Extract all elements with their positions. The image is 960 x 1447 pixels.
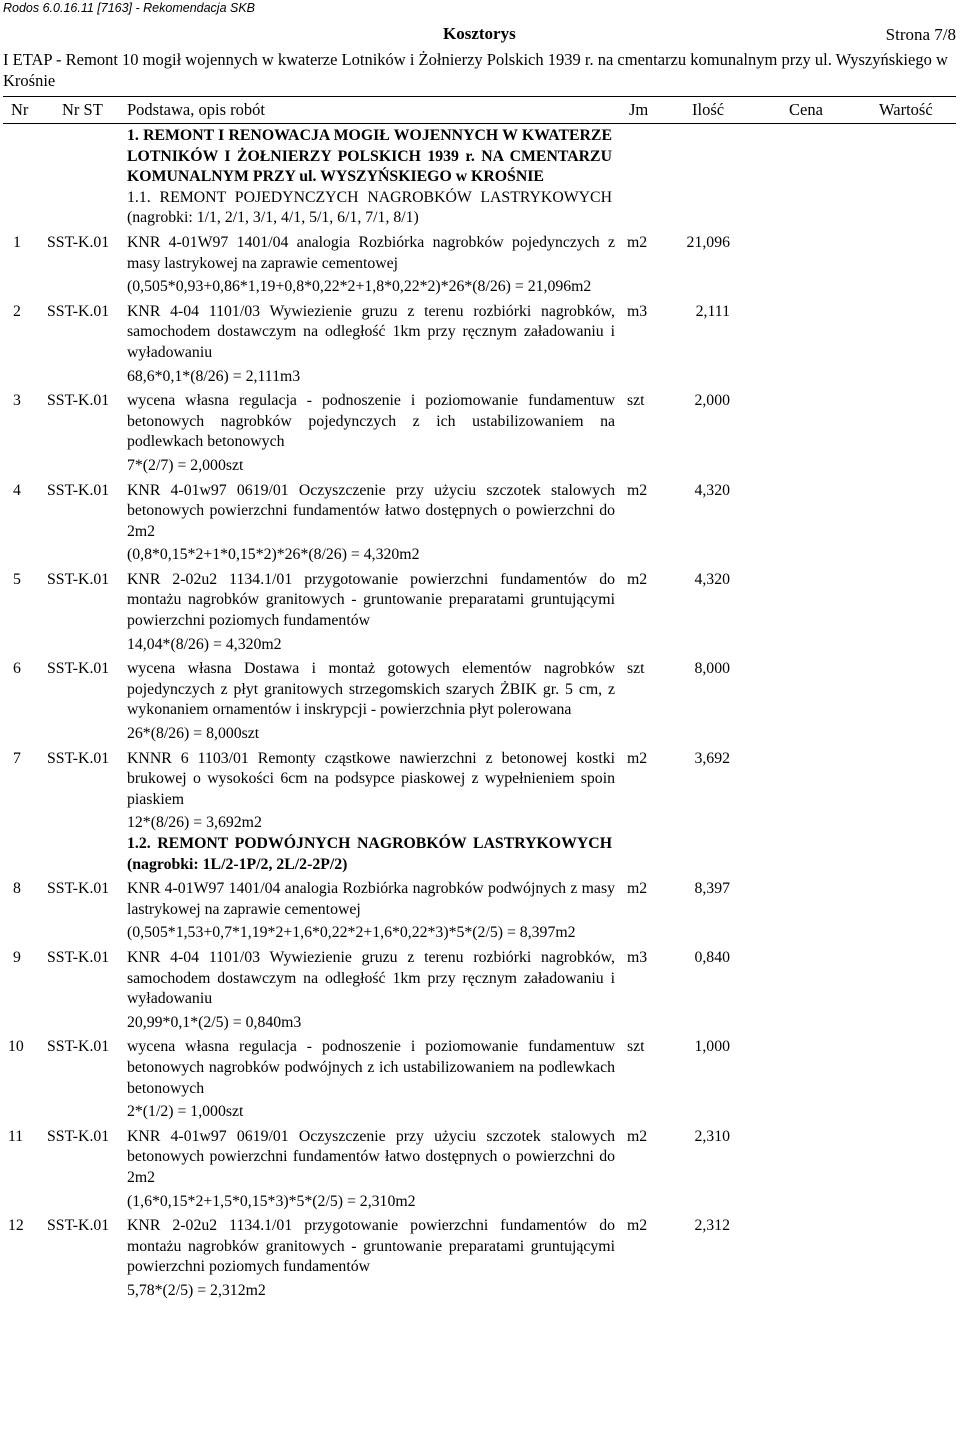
work-description: KNR 2-02u2 1134.1/01 przygotowanie powierzchni fundamentów do montażu nagrobków granitowych - gruntowanie preparatami gruntującymi powierzchni poziomych fundamentów	[127, 1217, 615, 1276]
position-number: 11	[8, 1127, 24, 1145]
quantity: 3,692	[694, 749, 730, 767]
table-row	[0, 387, 960, 476]
spec-code: SST-K.01	[47, 880, 110, 898]
quantity: 4,320	[694, 570, 730, 588]
table-row	[0, 1123, 960, 1212]
work-description: wycena własna regulacja - podnoszenie i poziomowanie fundamentuw betonowych nagrobków podwójnych z ich ustabilizowaniem na podlewkach betonowych	[127, 1038, 615, 1097]
quantity-formula: 14,04*(8/26) = 4,320m2	[127, 635, 282, 653]
quantity: 0,840	[694, 948, 730, 966]
work-description: wycena własna Dostawa i montaż gotowych elementów nagrobków pojedynczych z płyt granitowych strzegomskich szarych ŻBIK gr. 5 cm, z wykonaniem ornamentów i inskrypcji - powierzchnia płyt polerowana	[127, 660, 615, 719]
quantity: 2,310	[694, 1127, 730, 1145]
quantity-formula: (0,8*0,15*2+1*0,15*2)*26*(8/26) = 4,320m2	[127, 546, 420, 564]
table-row	[0, 655, 960, 744]
column-unit: Jm	[629, 100, 649, 119]
quantity-formula: 7*(2/7) = 2,000szt	[127, 456, 244, 474]
quantity: 8,397	[694, 880, 730, 898]
work-description: wycena własna regulacja - podnoszenie i poziomowanie fundamentuw betonowych nagrobków pojedynczych z ich ustabilizowaniem na podlewkach betonowych	[127, 392, 615, 451]
spec-code: SST-K.01	[47, 570, 110, 588]
spec-code: SST-K.01	[47, 481, 110, 499]
position-number: 3	[13, 392, 21, 410]
quantity: 2,000	[694, 392, 730, 410]
section-row	[0, 188, 612, 229]
spec-code: SST-K.01	[47, 749, 110, 767]
spec-code: SST-K.01	[47, 1038, 110, 1056]
position-number: 7	[13, 749, 21, 767]
column-value: Wartość	[879, 100, 933, 119]
quantity: 2,111	[695, 302, 730, 320]
quantity: 8,000	[694, 660, 730, 678]
column-nr: Nr	[11, 100, 29, 119]
unit: szt	[627, 660, 645, 678]
quantity-formula: (0,505*1,53+0,7*1,19*2+1,6*0,22*2+1,6*0,22*3)*5*(2/5) = 8,397m2	[127, 924, 576, 942]
position-number: 6	[13, 660, 21, 678]
spec-code: SST-K.01	[47, 660, 110, 678]
work-description: KNR 4-01w97 0619/01 Oczyszczenie przy użyciu szczotek stalowych betonowych powierzchni fundamentów łatwo dostępnych o powierzchni do 2m2	[127, 1127, 615, 1186]
table-row	[0, 745, 960, 834]
software-label: Rodos 6.0.16.11 [7163] - Rekomendacja SKB	[3, 1, 256, 15]
work-description: KNR 4-04 1101/03 Wywiezienie gruzu z terenu rozbiórki nagrobków, samochodem dostawczym na odległość 1km przy ręcznym załadowaniu i wyładowaniu	[127, 948, 615, 1008]
quantity-formula: 26*(8/26) = 8,000szt	[127, 725, 260, 743]
position-number: 5	[13, 570, 21, 588]
project-title: I ETAP - Remont 10 mogił wojennych w kwaterze Lotników i Żołnierzy Polskich 1939 r. na cmentarzu komunalnym przy ul. Wyszyńskiego w Krośnie	[3, 50, 948, 90]
section-row	[0, 126, 612, 188]
spec-code: SST-K.01	[47, 392, 110, 410]
work-description: KNR 4-01W97 1401/04 analogia Rozbiórka nagrobków podwójnych z masy lastrykowej na zaprawie cementowej	[127, 880, 615, 918]
quantity: 4,320	[694, 481, 730, 499]
unit: m3	[627, 302, 648, 320]
quantity: 21,096	[686, 233, 730, 251]
table-row	[0, 944, 960, 1033]
unit: m2	[627, 570, 648, 588]
quantity-formula: 20,99*0,1*(2/5) = 0,840m3	[127, 1013, 302, 1031]
quantity: 2,312	[694, 1217, 730, 1235]
section-heading: 1. REMONT I RENOWACJA MOGIŁ WOJENNYCH W KWATERZE LOTNIKÓW I ŻOŁNIERZY POLSKICH 1939 r. NA CMENTARZU KOMUNALNYM PRZY ul. WYSZYŃSKIEGO w KROŚNIE	[127, 127, 612, 186]
position-number: 8	[13, 880, 21, 898]
quantity-formula: (0,505*0,93+0,86*1,19+0,8*0,22*2+1,8*0,22*2)*26*(8/26) = 21,096m2	[127, 278, 592, 296]
unit: m2	[627, 481, 648, 499]
quantity-formula: 12*(8/26) = 3,692m2	[127, 814, 262, 832]
table-row	[0, 1033, 960, 1122]
quantity-formula: 68,6*0,1*(8/26) = 2,111m3	[127, 367, 301, 385]
spec-code: SST-K.01	[47, 1217, 110, 1235]
unit: szt	[627, 392, 645, 410]
work-description: KNR 2-02u2 1134.1/01 przygotowanie powierzchni fundamentów do montażu nagrobków granitowych - gruntowanie preparatami gruntującymi powierzchni poziomych fundamentów	[127, 570, 615, 630]
quantity-formula: (1,6*0,15*2+1,5*0,15*3)*5*(2/5) = 2,310m2	[127, 1192, 416, 1210]
section-row	[0, 834, 612, 875]
spec-code: SST-K.01	[47, 948, 110, 966]
column-price: Cena	[789, 100, 823, 119]
work-description: KNR 4-01W97 1401/04 analogia Rozbiórka nagrobków pojedynczych z masy lastrykowej na zaprawie cementowej	[127, 233, 615, 272]
work-description: KNR 4-04 1101/03 Wywiezienie gruzu z terenu rozbiórki nagrobków, samochodem dostawczym na odległość 1km przy ręcznym załadowaniu i wyładowaniu	[127, 302, 615, 361]
document-title: Kosztorys	[443, 24, 516, 43]
column-quantity: Ilość	[692, 100, 725, 119]
page-number: Strona 7/8	[885, 25, 956, 44]
cost-table	[0, 126, 960, 1301]
position-number: 9	[13, 948, 21, 966]
table-row	[0, 229, 960, 298]
position-number: 4	[13, 481, 21, 499]
work-description: KNNR 6 1103/01 Remonty cząstkowe nawierzchni z betonowej kostki brukowej o wysokości 6cm na podsypce piaskowej z wypełnieniem spoin piaskiem	[127, 749, 615, 808]
unit: m3	[627, 948, 648, 966]
unit: m2	[627, 880, 648, 898]
position-number: 2	[13, 302, 21, 320]
table-header	[3, 96, 956, 124]
table-row	[0, 875, 960, 944]
spec-code: SST-K.01	[47, 233, 110, 251]
unit: m2	[627, 749, 648, 767]
position-number: 10	[8, 1038, 24, 1056]
quantity-formula: 5,78*(2/5) = 2,312m2	[127, 1281, 266, 1299]
quantity-formula: 2*(1/2) = 1,000szt	[127, 1103, 244, 1121]
quantity: 1,000	[694, 1038, 730, 1056]
section-heading: 1.2. REMONT PODWÓJNYCH NAGROBKÓW LASTRYKOWYCH (nagrobki: 1L/2-1P/2, 2L/2-2P/2)	[127, 835, 612, 873]
section-heading: 1.1. REMONT POJEDYNCZYCH NAGROBKÓW LASTRYKOWYCH (nagrobki: 1/1, 2/1, 3/1, 4/1, 5/1, 6/1, 7/1, 8/1)	[127, 188, 612, 227]
table-row	[0, 1212, 960, 1301]
spec-code: SST-K.01	[47, 302, 110, 320]
unit: m2	[627, 233, 648, 251]
spec-code: SST-K.01	[47, 1127, 110, 1145]
table-row	[0, 298, 960, 387]
position-number: 12	[8, 1217, 24, 1235]
unit: szt	[627, 1038, 645, 1056]
column-nr-st: Nr ST	[62, 100, 103, 119]
table-row	[0, 566, 960, 655]
unit: m2	[627, 1127, 648, 1145]
column-description: Podstawa, opis robót	[127, 100, 265, 119]
position-number: 1	[13, 233, 21, 251]
work-description: KNR 4-01w97 0619/01 Oczyszczenie przy użyciu szczotek stalowych betonowych powierzchni fundamentów łatwo dostępnych o powierzchni do 2m2	[127, 481, 615, 540]
unit: m2	[627, 1217, 648, 1235]
table-row	[0, 477, 960, 566]
